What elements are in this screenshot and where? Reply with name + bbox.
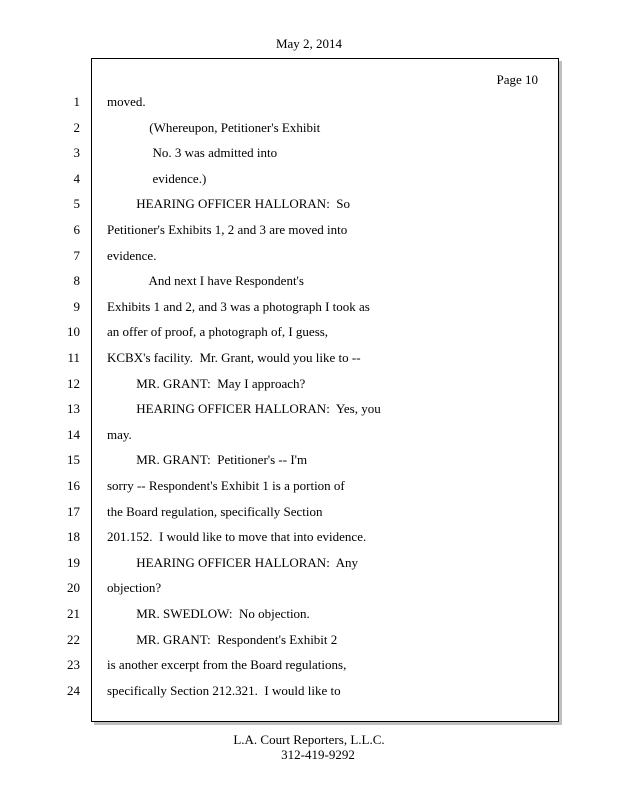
transcript-line: HEARING OFFICER HALLORAN: Yes, you — [107, 401, 381, 416]
line-number: 6 — [73, 222, 80, 237]
transcript-date: May 2, 2014 — [275, 36, 343, 51]
line-number: 22 — [67, 632, 80, 647]
transcript-line: And next I have Respondent's — [107, 273, 304, 288]
line-number: 3 — [73, 145, 80, 160]
line-number: 24 — [67, 683, 80, 698]
transcript-line: No. 3 was admitted into — [107, 145, 278, 160]
footer-company: L.A. Court Reporters, L.L.C. — [233, 732, 385, 747]
transcript-line: objection? — [107, 580, 162, 595]
page-number: Page 10 — [496, 72, 538, 87]
line-number: 21 — [67, 606, 80, 621]
transcript-line: may. — [107, 427, 132, 442]
line-number: 11 — [67, 350, 80, 365]
transcript-line: sorry -- Respondent's Exhibit 1 is a portion of — [107, 478, 345, 493]
transcript-line: MR. SWEDLOW: No objection. — [107, 606, 310, 621]
transcript-line: MR. GRANT: Respondent's Exhibit 2 — [107, 632, 338, 647]
line-number: 16 — [67, 478, 80, 493]
transcript-line: 201.152. I would like to move that into evidence. — [107, 529, 367, 544]
transcript-line: the Board regulation, specifically Section — [107, 504, 323, 519]
transcript-line: evidence.) — [107, 171, 207, 186]
transcript-line: Exhibits 1 and 2, and 3 was a photograph I took as — [107, 299, 370, 314]
line-number: 10 — [67, 324, 80, 339]
transcript-line: HEARING OFFICER HALLORAN: So — [107, 196, 351, 211]
transcript-line: an offer of proof, a photograph of, I guess, — [107, 324, 329, 339]
line-number: 1 — [73, 94, 80, 109]
transcript-line: HEARING OFFICER HALLORAN: Any — [107, 555, 358, 570]
line-number: 5 — [73, 196, 80, 211]
line-number: 19 — [67, 555, 80, 570]
transcript-line: is another excerpt from the Board regulations, — [107, 657, 347, 672]
line-number: 13 — [67, 401, 80, 416]
line-number: 9 — [73, 299, 80, 314]
line-number: 17 — [67, 504, 80, 519]
line-number: 4 — [73, 171, 80, 186]
transcript-line: moved. — [107, 94, 146, 109]
line-number: 7 — [73, 248, 80, 263]
transcript-line: MR. GRANT: May I approach? — [107, 376, 306, 391]
transcript-line: (Whereupon, Petitioner's Exhibit — [107, 120, 321, 135]
line-number: 15 — [67, 452, 80, 467]
transcript-line: MR. GRANT: Petitioner's -- I'm — [107, 452, 308, 467]
line-number: 23 — [67, 657, 80, 672]
footer-phone: 312-419-9292 — [281, 747, 355, 762]
transcript-line: evidence. — [107, 248, 157, 263]
line-number: 12 — [67, 376, 80, 391]
transcript-line: specifically Section 212.321. I would like to — [107, 683, 341, 698]
line-number: 20 — [67, 580, 80, 595]
line-number: 14 — [67, 427, 80, 442]
transcript-line: Petitioner's Exhibits 1, 2 and 3 are moved into — [107, 222, 348, 237]
line-number: 2 — [73, 120, 80, 135]
transcript-line: KCBX's facility. Mr. Grant, would you like to -- — [107, 350, 361, 365]
line-number: 8 — [73, 273, 80, 288]
footer — [0, 732, 618, 762]
line-number: 18 — [67, 529, 80, 544]
